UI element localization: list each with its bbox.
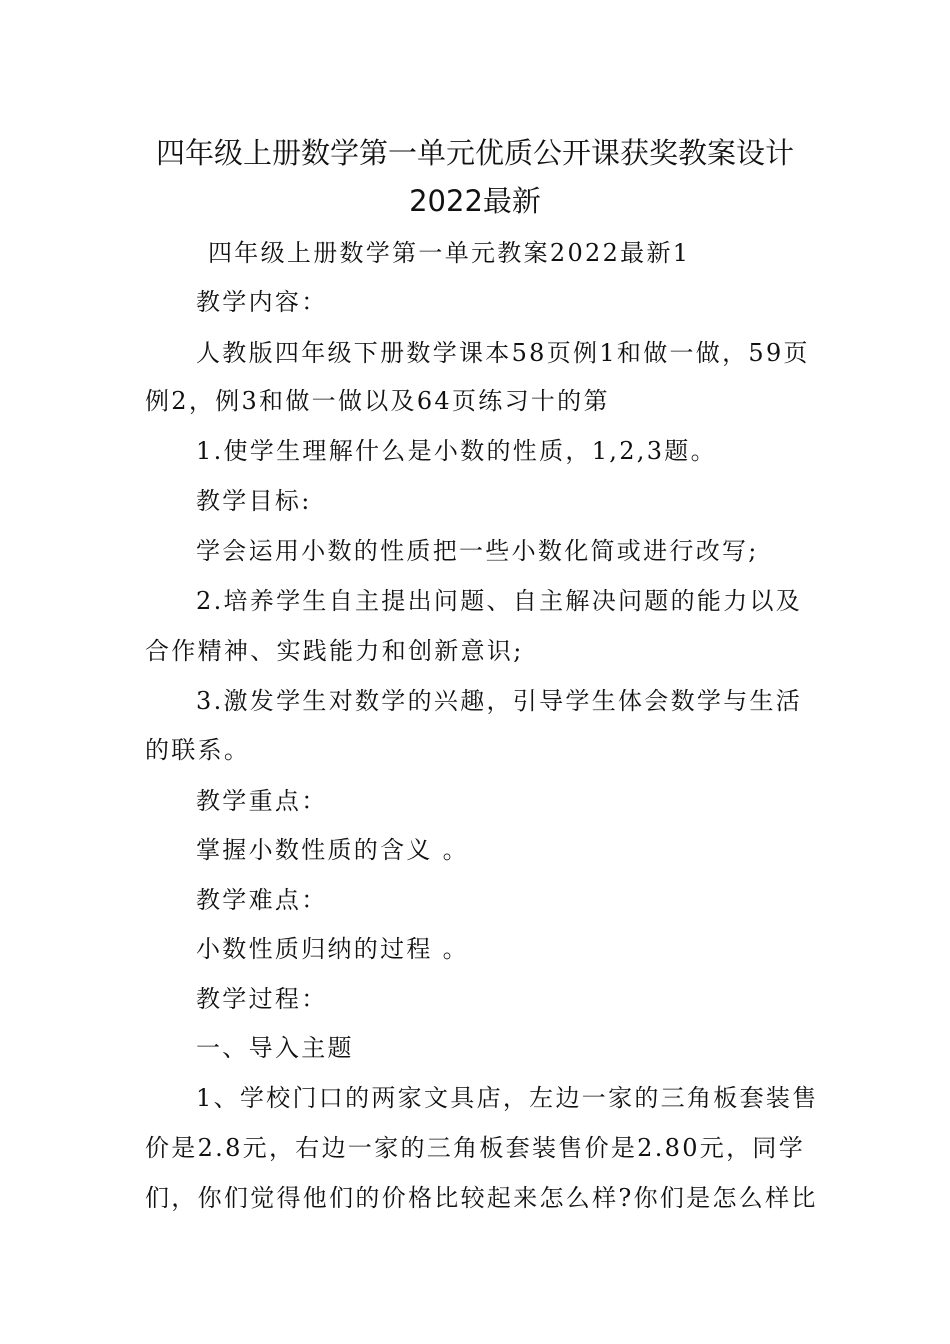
paragraph-line: 掌握小数性质的含义 。 bbox=[196, 836, 469, 864]
document-title-line-1: 四年级上册数学第一单元优质公开课获奖教案设计 bbox=[155, 136, 794, 170]
paragraph-line: 学会运用小数的性质把一些小数化简或进行改写; bbox=[196, 537, 759, 565]
paragraph-line: 价是2.8元，右边一家的三角板套装售价是2.80元，同学 bbox=[145, 1134, 806, 1162]
section-heading-process: 教学过程： bbox=[196, 985, 328, 1013]
paragraph-line: 1、学校门口的两家文具店，左边一家的三角板套装售 bbox=[196, 1084, 819, 1112]
paragraph-line: 的联系。 bbox=[145, 736, 251, 764]
section-heading-content: 教学内容： bbox=[196, 288, 328, 316]
paragraph-line: 例2，例3和做一做以及64页练习十的第 bbox=[145, 387, 610, 415]
paragraph-line: 3.激发学生对数学的兴趣，引导学生体会数学与生活 bbox=[196, 687, 803, 715]
section-heading-key-points: 教学重点： bbox=[196, 787, 328, 815]
paragraph-line: 们，你们觉得他们的价格比较起来怎么样?你们是怎么样比 bbox=[145, 1184, 818, 1212]
paragraph-line: 2.培养学生自主提出问题、自主解决问题的能力以及 bbox=[196, 587, 803, 615]
section-heading-difficulties: 教学难点： bbox=[196, 886, 328, 914]
paragraph-line: 1.使学生理解什么是小数的性质，1,2,3题。 bbox=[196, 437, 717, 465]
section-heading-objectives: 教学目标: bbox=[196, 487, 312, 515]
paragraph-line: 合作精神、实践能力和创新意识; bbox=[145, 637, 524, 665]
subsection-heading: 一、导入主题 bbox=[196, 1034, 354, 1062]
lesson-subtitle: 四年级上册数学第一单元教案2022最新1 bbox=[208, 239, 691, 267]
document-title-line-2: 2022最新 bbox=[409, 184, 541, 218]
paragraph-line: 人教版四年级下册数学课本58页例1和做一做，59页 bbox=[196, 339, 810, 367]
paragraph-line: 小数性质归纳的过程 。 bbox=[196, 935, 469, 963]
